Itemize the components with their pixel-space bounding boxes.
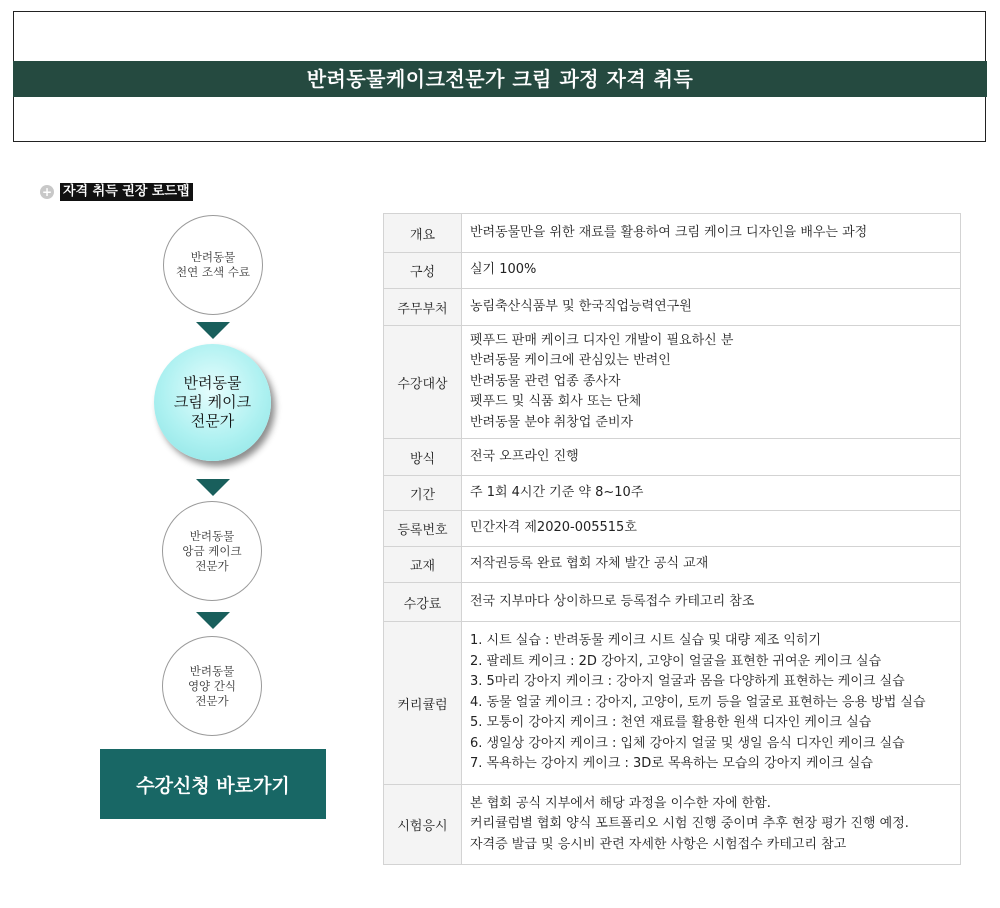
table-row: [384, 476, 961, 511]
table-row: [384, 785, 961, 865]
row-value: [462, 214, 961, 253]
value-line: 2. 팔레트 케이크 : 2D 강아지, 고양이 얼굴을 표현한 귀여운 케이크 실습: [470, 653, 882, 669]
value-line: 반려동물 관련 업종 종사자: [470, 373, 621, 389]
value-line: 농림축산식품부 및 한국직업능력연구원: [470, 298, 692, 314]
row-value: [462, 289, 961, 326]
value-line: 5. 모퉁이 강아지 케이크 : 천연 재료를 활용한 원색 디자인 케이크 실습: [470, 715, 872, 731]
row-key: 커리큘럼: [384, 622, 462, 785]
value-line: 6. 생일상 강아지 케이크 : 입체 강아지 얼굴 및 생일 음식 디자인 케이크 실습: [470, 735, 905, 751]
table-row: [384, 622, 961, 785]
value-line: 반려동물 분야 취창업 준비자: [470, 414, 634, 430]
value-line: 전국 오프라인 진행: [470, 448, 579, 464]
row-key: 등록번호: [384, 511, 462, 547]
row-key: 수강료: [384, 583, 462, 622]
table-row: [384, 326, 961, 439]
down-arrow-icon: [196, 479, 230, 496]
roadmap-step-natural-color: 반려동물 천연 조색 수료: [163, 215, 263, 315]
course-info-table: [383, 213, 961, 865]
value-line: 4. 동물 얼굴 케이크 : 강아지, 고양이, 토끼 등을 얼굴로 표현하는 응용 방법 실습: [470, 694, 926, 710]
roadmap-heading: [40, 182, 193, 202]
roadmap-step-bean-paste-cake: 반려동물 앙금 케이크 전문가: [162, 501, 262, 601]
value-line: 본 협회 공식 지부에서 해당 과정을 이수한 자에 한함.: [470, 795, 771, 811]
row-key: 기간: [384, 476, 462, 511]
row-value: [462, 547, 961, 583]
row-key: 구성: [384, 253, 462, 289]
row-value: [462, 785, 961, 865]
value-line: 펫푸드 판매 케이크 디자인 개발이 필요하신 분: [470, 332, 734, 348]
value-line: 펫푸드 및 식품 회사 또는 단체: [470, 394, 642, 410]
row-value: [462, 583, 961, 622]
row-key: 수강대상: [384, 326, 462, 439]
banner-title: 반려동물케이크전문가 크림 과정 자격 취득: [13, 61, 987, 97]
value-line: 전국 지부마다 상이하므로 등록접수 카테고리 참조: [470, 593, 755, 609]
value-line: 실기 100%: [470, 262, 537, 278]
row-key: 교재: [384, 547, 462, 583]
value-line: 3. 5마리 강아지 케이크 : 강아지 얼굴과 몸을 다양하게 표현하는 케이크 실습: [470, 674, 905, 690]
table-row: [384, 439, 961, 476]
table-row: [384, 511, 961, 547]
row-key: 시험응시: [384, 785, 462, 865]
value-line: 반려동물만을 위한 재료를 활용하여 크림 케이크 디자인을 배우는 과정: [470, 224, 868, 240]
roadmap-title: 자격 취득 권장 로드맵: [60, 183, 193, 201]
row-key: 주무부처: [384, 289, 462, 326]
plus-circle-icon: +: [41, 185, 53, 199]
row-value: [462, 622, 961, 785]
row-value: [462, 253, 961, 289]
apply-button[interactable]: 수강신청 바로가기: [100, 749, 326, 819]
row-value: [462, 511, 961, 547]
row-value: [462, 326, 961, 439]
roadmap-step-nutrition-snack: 반려동물 영양 간식 전문가: [162, 636, 262, 736]
row-value: [462, 476, 961, 511]
down-arrow-icon: [196, 612, 230, 629]
value-line: 커리큘럼별 협회 양식 포트폴리오 시험 진행 중이며 추후 현장 평가 진행 예정.: [470, 816, 909, 832]
table-row: [384, 214, 961, 253]
table-row: [384, 253, 961, 289]
table-row: [384, 289, 961, 326]
table-row: [384, 547, 961, 583]
value-line: 주 1회 4시간 기준 약 8~10주: [470, 484, 644, 500]
value-line: 민간자격 제2020-005515호: [470, 520, 637, 536]
value-line: 7. 목욕하는 강아지 케이크 : 3D로 목욕하는 모습의 강아지 케이크 실습: [470, 756, 873, 772]
value-line: 1. 시트 실습 : 반려동물 케이크 시트 실습 및 대량 제조 익히기: [470, 633, 822, 649]
value-line: 자격증 발급 및 응시비 관련 자세한 사항은 시험접수 카테고리 참고: [470, 836, 847, 852]
value-line: 저작권등록 완료 협회 자체 발간 공식 교재: [470, 556, 709, 572]
down-arrow-icon: [196, 322, 230, 339]
table-row: [384, 583, 961, 622]
value-line: 반려동물 케이크에 관심있는 반려인: [470, 353, 671, 369]
row-key: 개요: [384, 214, 462, 253]
row-key: 방식: [384, 439, 462, 476]
roadmap-step-cream-cake: 반려동물 크림 케이크 전문가: [154, 344, 271, 461]
row-value: [462, 439, 961, 476]
